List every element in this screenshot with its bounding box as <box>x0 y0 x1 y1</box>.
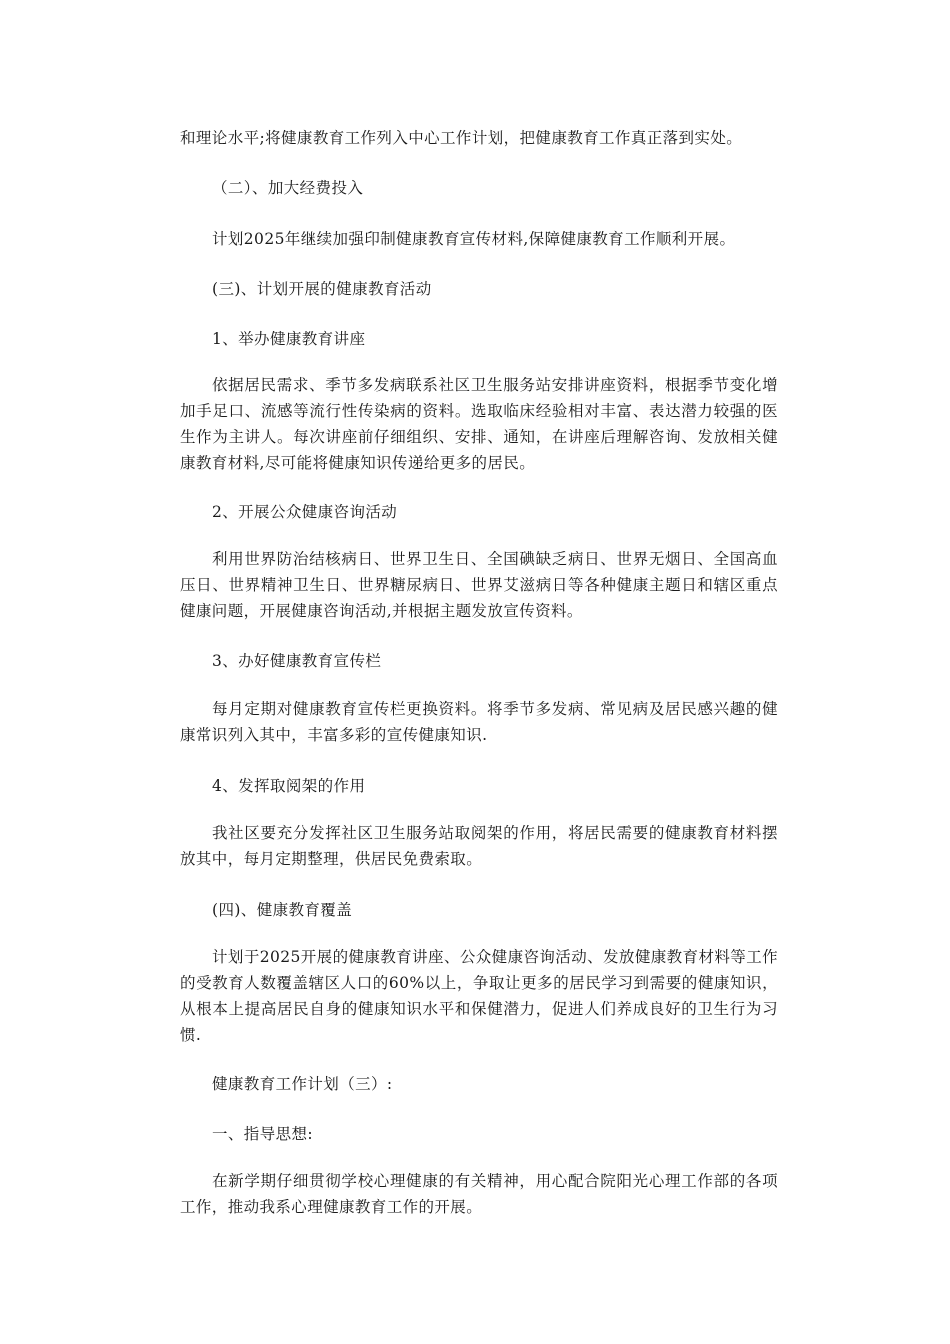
subheading-lectures: 1、举办健康教育讲座 <box>212 330 366 348</box>
section-heading-guiding-ideology: 一、指导思想: <box>212 1125 314 1143</box>
paragraph-guiding-ideology: 在新学期仔细贯彻学校心理健康的有关精神，用心配合院阳光心理工作部的各项工作，推动我系心理健康教育工作的开展。 <box>180 1172 778 1216</box>
plan-title-three: 健康教育工作计划（三）: <box>212 1075 393 1093</box>
paragraph-bulletin-board: 每月定期对健康教育宣传栏更换资料。将季节多发病、常见病及居民感兴趣的健康常识列入其中，丰富多彩的宣传健康知识. <box>180 700 778 744</box>
paragraph-reading-rack: 我社区要充分发挥社区卫生服务站取阅架的作用，将居民需要的健康教育材料摆放其中，每月定期整理，供居民免费索取。 <box>180 824 778 868</box>
paragraph-coverage: 计划于2025开展的健康教育讲座、公众健康咨询活动、发放健康教育材料等工作的受教育人数覆盖辖区人口的60%以上，争取让更多的居民学习到需要的健康知识，从根本上提高居民自身的健康知识水平和保健潜力，促进人们养成良好的卫生行为习惯. <box>180 948 778 1044</box>
section-heading-funding: （二）、加大经费投入 <box>212 179 364 197</box>
section-heading-coverage: (四)、健康教育覆盖 <box>212 901 353 919</box>
paragraph-lectures: 依据居民需求、季节多发病联系社区卫生服务站安排讲座资料，根据季节变化增加手足口、流感等流行性传染病的资料。选取临床经验相对丰富、表达潜力较强的医生作为主讲人。每次讲座前仔细组织、安排、通知，在讲座后理解咨询、发放相关健康教育材料,尽可能将健康知识传递给更多的居民。 <box>180 376 778 472</box>
subheading-consultation: 2、开展公众健康咨询活动 <box>212 503 398 521</box>
subheading-bulletin-board: 3、办好健康教育宣传栏 <box>212 652 382 670</box>
paragraph-continuation: 和理论水平;将健康教育工作列入中心工作计划，把健康教育工作真正落到实处。 <box>180 129 743 147</box>
paragraph-consultation: 利用世界防治结核病日、世界卫生日、全国碘缺乏病日、世界无烟日、全国高血压日、世界精神卫生日、世界糖尿病日、世界艾滋病日等各种健康主题日和辖区重点健康问题，开展健康咨询活动,并根据主题发放宣传资料。 <box>180 550 778 620</box>
section-heading-activities: (三)、计划开展的健康教育活动 <box>212 280 432 298</box>
subheading-reading-rack: 4、发挥取阅架的作用 <box>212 777 366 795</box>
paragraph-funding: 计划2025年继续加强印制健康教育宣传材料,保障健康教育工作顺利开展。 <box>212 230 736 248</box>
